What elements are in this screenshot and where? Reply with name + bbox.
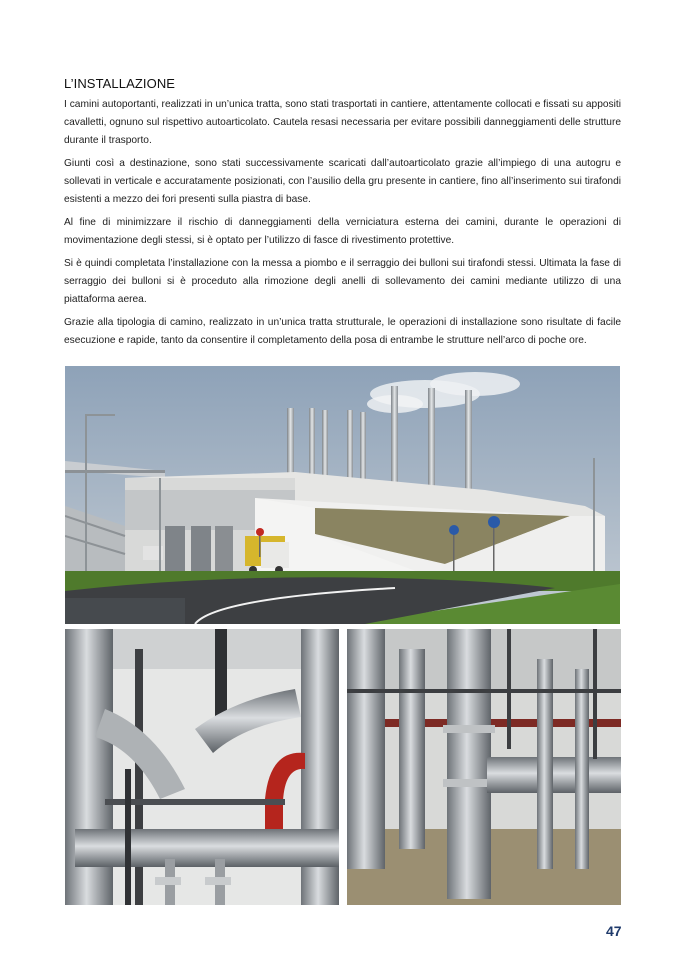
interior-pipes-photo-left	[65, 629, 339, 905]
section-title: L’INSTALLAZIONE	[64, 76, 176, 91]
article-body	[64, 96, 621, 355]
paragraph-3: Al fine di minimizzare il rischio di danneggiamenti della verniciatura esterna dei camini, durante le operazioni di movimentazione degli stessi, si è optato per l’utilizzo di fasce di rivestimento protettive.	[64, 217, 621, 246]
plant-exterior-photo	[65, 366, 620, 624]
paragraph-4: Si è quindi completata l’installazione con la messa a piombo e il serraggio dei bulloni sui tirafondi stessi. Ultimata la fase di serraggio dei bulloni si è proceduto alla rimozione degli anelli di sollevamento dei camini mediante utilizzo di una piattaforma aerea.	[64, 258, 621, 305]
paragraph-2: Giunti così a destinazione, sono stati successivamente scaricati dall’autoarticolato grazie all’impiego di una autogru e sollevati in verticale e accuratamente posizionati, con l’ausilio della gru presente in cantiere, fino all’inserimento sui tirafondi esistenti a mezzo dei fori presenti sulla piastra di base.	[64, 158, 621, 205]
paragraph-1: I camini autoportanti, realizzati in un’unica tratta, sono stati trasportati in cantiere, attentamente collocati e fissati su appositi cavalletti, ognuno sul rispettivo autoarticolato. Cautela resasi necessaria per evitare possibili danneggiamenti delle strutture durante il trasporto.	[64, 99, 621, 146]
paragraph-5: Grazie alla tipologia di camino, realizzato in un’unica tratta strutturale, le operazioni di installazione sono risultate di facile esecuzione e rapide, tanto da consentire il completamento della posa di entrambe le strutture nell’arco di poche ore.	[64, 317, 621, 346]
interior-pipes-photo-right	[347, 629, 621, 905]
page-number: 47	[606, 923, 622, 939]
